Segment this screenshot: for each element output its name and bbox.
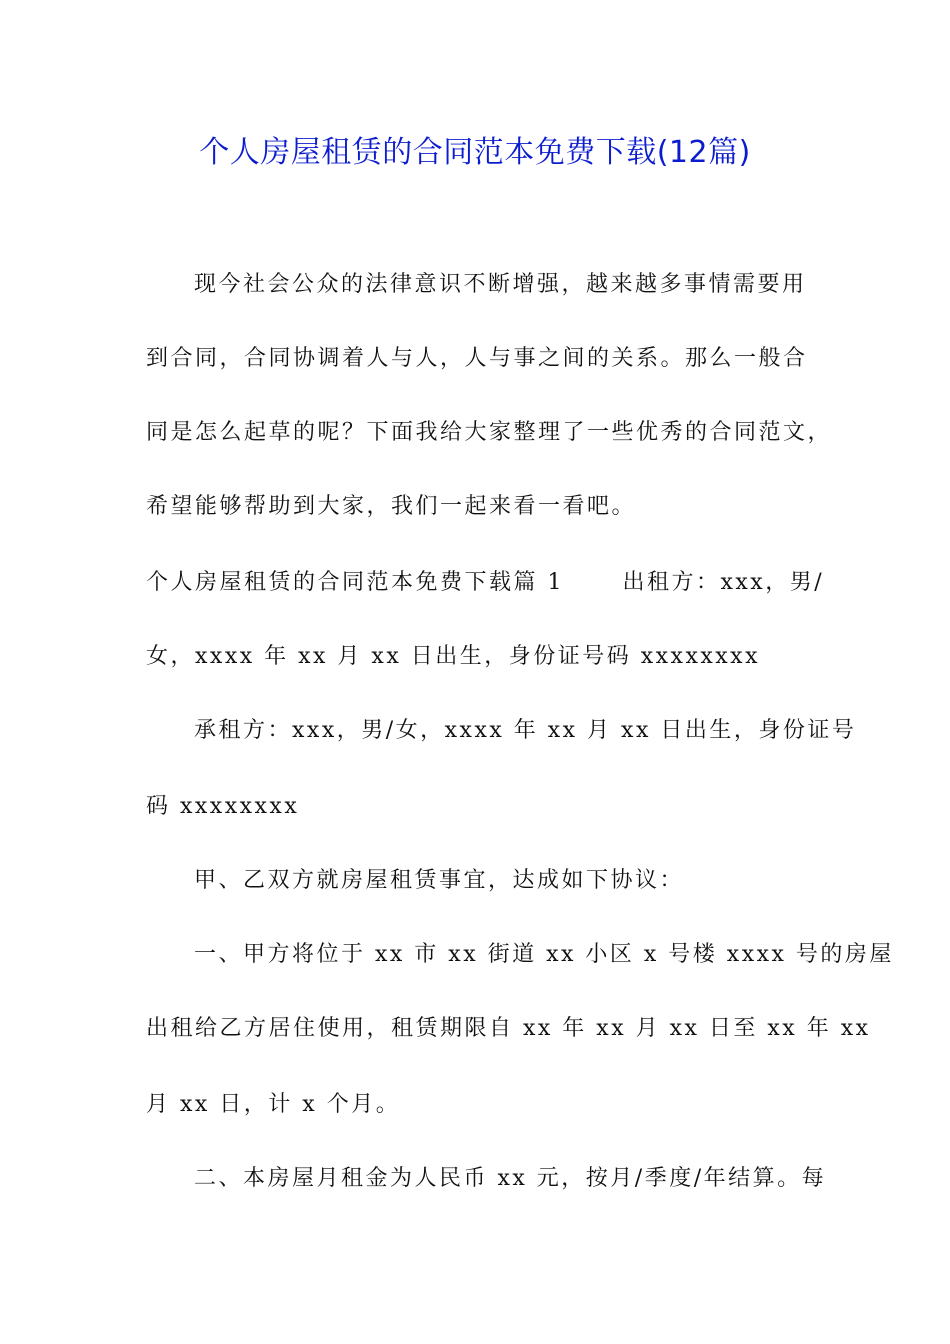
paragraph-line: 女，xxxx 年 xx 月 xx 日出生，身份证号码 xxxxxxxx <box>146 644 760 669</box>
paragraph-line: 同是怎么起草的呢？下面我给大家整理了一些优秀的合同范文， <box>146 420 833 445</box>
paragraph-line: 到合同，合同协调着人与人，人与事之间的关系。那么一般合 <box>146 346 808 371</box>
section-heading-line: 个人房屋租赁的合同范本免费下载篇 1 出租方：xxx，男/ <box>146 570 825 595</box>
paragraph-line: 码 xxxxxxxx <box>146 794 300 819</box>
paragraph-line: 现今社会公众的法律意识不断增强，越来越多事情需要用 <box>194 272 807 297</box>
paragraph-line: 希望能够帮助到大家，我们一起来看一看吧。 <box>146 494 637 519</box>
paragraph-line: 月 xx 日，计 x 个月。 <box>146 1092 401 1117</box>
paragraph-line: 出租给乙方居住使用，租赁期限自 xx 年 xx 月 xx 日至 xx 年 xx <box>146 1016 871 1041</box>
paragraph-line: 一、甲方将位于 xx 市 xx 街道 xx 小区 x 号楼 xxxx 号的房屋 <box>194 942 894 967</box>
document-title: 个人房屋租赁的合同范本免费下载(12篇) <box>199 135 751 170</box>
paragraph-line: 甲、乙双方就房屋租赁事宜，达成如下协议： <box>194 868 685 893</box>
paragraph-line: 承租方：xxx，男/女，xxxx 年 xx 月 xx 日出生，身份证号 <box>194 718 857 743</box>
paragraph-line: 二、本房屋月租金为人民币 xx 元，按月/季度/年结算。每 <box>194 1166 827 1191</box>
